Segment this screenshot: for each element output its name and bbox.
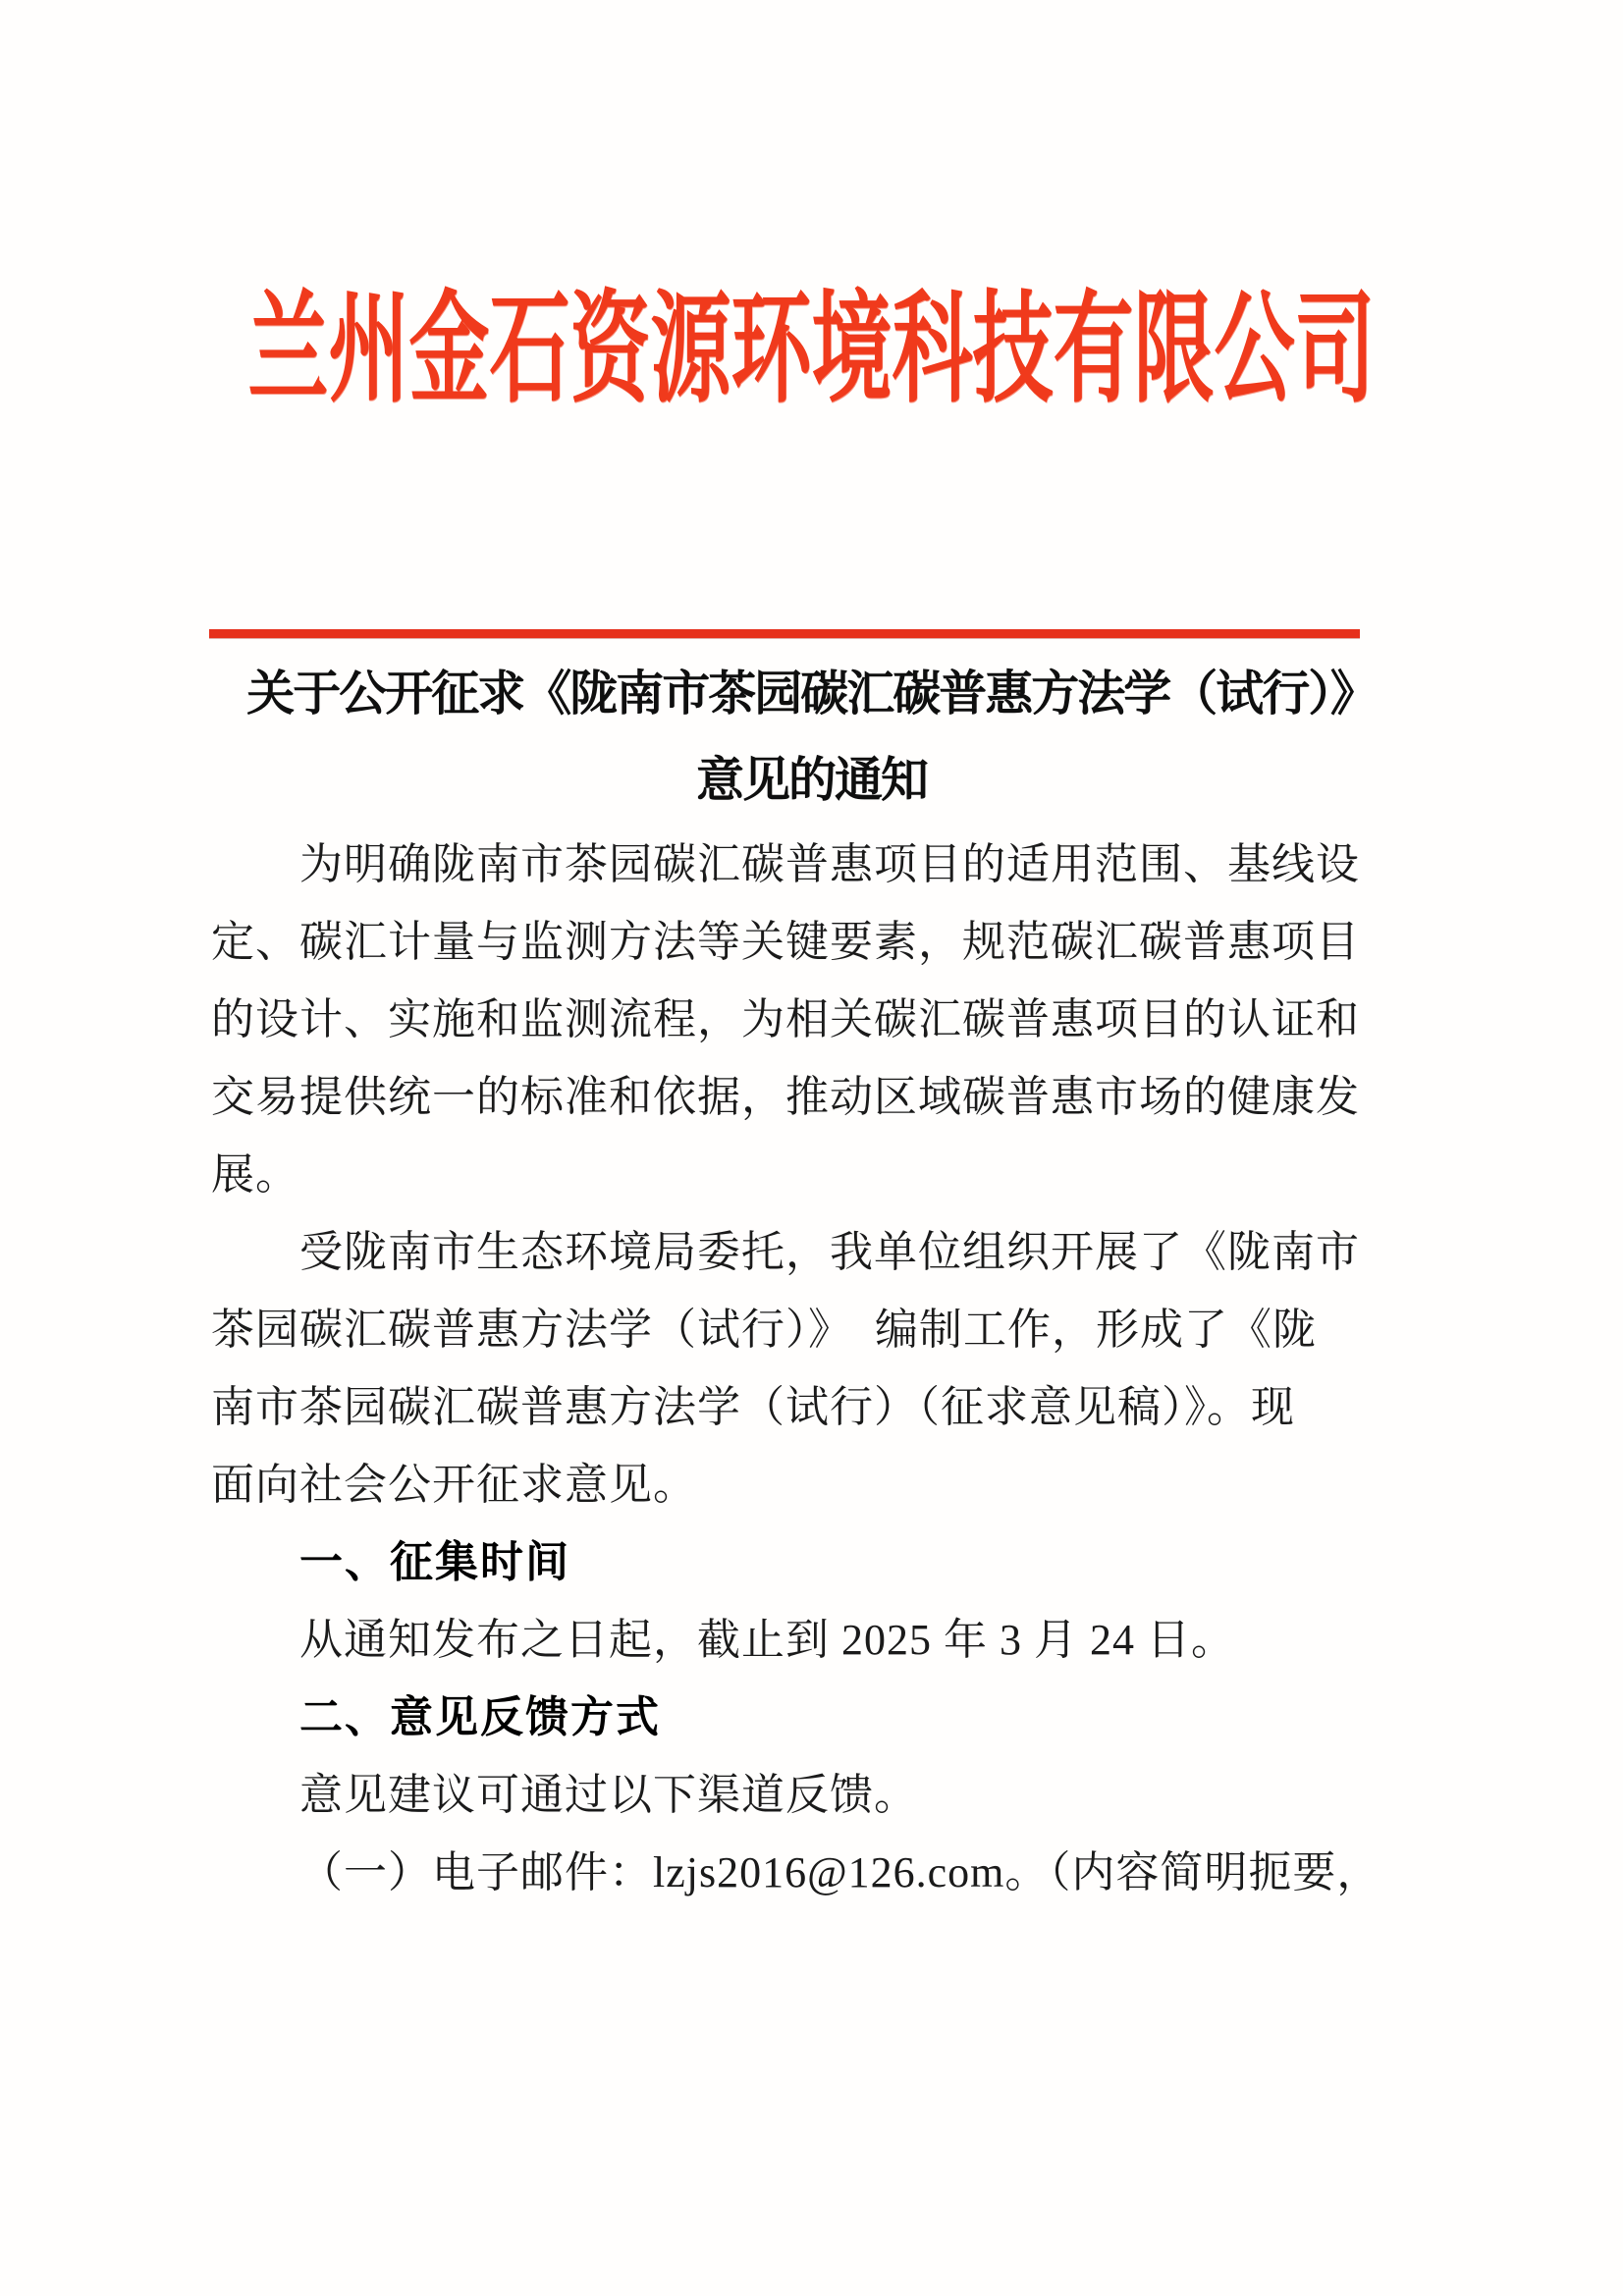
body-line: 面向社会公开征求意见。 xyxy=(211,1461,697,1509)
notice-body xyxy=(211,826,1389,1911)
section-heading-feedback-method: 二、意见反馈方式 xyxy=(299,1693,661,1741)
body-line: 的设计、实施和监测流程，为相关碳汇碳普惠项目的认证和 xyxy=(211,995,1360,1043)
notice-title-line2: 意见的通知 xyxy=(695,753,927,807)
body-line: 交易提供统一的标准和依据，推动区域碳普惠市场的健康发 xyxy=(211,1073,1360,1121)
body-line: 受陇南市生态环境局委托，我单位组织开展了《陇南市 xyxy=(299,1228,1360,1276)
body-line: 定、碳汇计量与监测方法等关键要素，规范碳汇碳普惠项目 xyxy=(211,918,1360,966)
body-line: 为明确陇南市茶园碳汇碳普惠项目的适用范围、基线设 xyxy=(299,840,1360,888)
body-line-email: （一）电子邮件：lzjs2016@126.com。（内容简明扼要， xyxy=(299,1848,1381,1896)
body-line-deadline: 从通知发布之日起，截止到 2025 年 3 月 24 日。 xyxy=(299,1616,1235,1664)
notice-title xyxy=(0,651,1623,824)
company-letterhead xyxy=(0,283,1623,417)
body-line: 展。 xyxy=(211,1150,299,1199)
section-heading-collection-time: 一、征集时间 xyxy=(299,1538,570,1586)
company-name: 兰州金石资源环境科技有限公司 xyxy=(247,283,1376,417)
notice-title-line1: 关于公开征求《陇南市茶园碳汇碳普惠方法学（试行）》 xyxy=(246,667,1377,721)
body-line: 意见建议可通过以下渠道反馈。 xyxy=(299,1771,918,1819)
red-divider-line xyxy=(209,629,1360,638)
body-line: 茶园碳汇碳普惠方法学（试行）》 编制工作，形成了《陇 xyxy=(211,1306,1317,1354)
body-line: 南市茶园碳汇碳普惠方法学（试行）（征求意见稿）》。现 xyxy=(211,1383,1295,1431)
